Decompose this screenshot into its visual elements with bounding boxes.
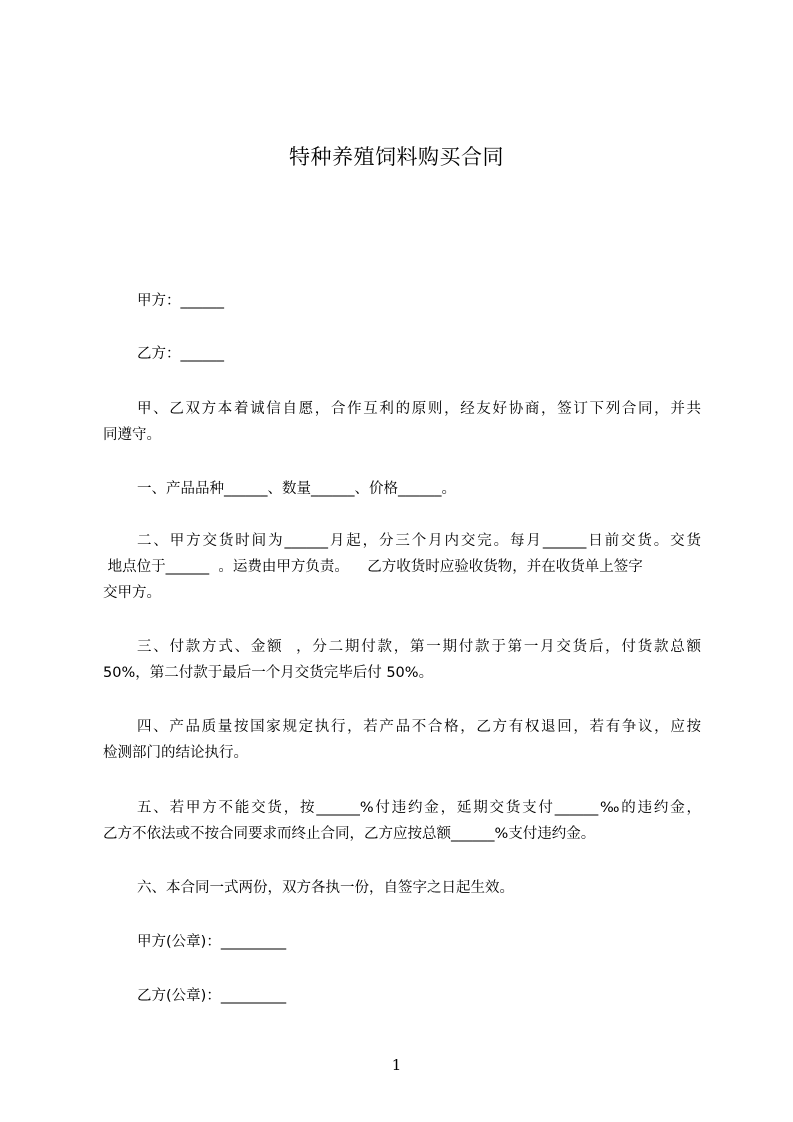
party-b-line: 乙方：______	[137, 346, 224, 362]
clause-4	[103, 714, 701, 766]
clause-5-line: 乙方不依法或不按合同要求而终止合同，乙方应按总额______%支付违约金。	[103, 826, 596, 842]
preamble-line: 甲、乙双方本着诚信自愿，合作互利的原则，经友好协商，签订下列合同，并共	[137, 401, 701, 417]
clause-2-line: 地点位于______ 。运费由甲方负责。 乙方收货时应验收货物，并在收货单上签字	[103, 559, 643, 575]
signature-party-a: 甲方(公章)：_________	[137, 934, 287, 950]
page-number: 1	[391, 1056, 402, 1074]
clause-2-line: 二、甲方交货时间为______月起，分三个月内交完。每月______日前交货。交货	[137, 533, 701, 549]
party-a-line: 甲方：______	[137, 293, 224, 309]
clause-3-line: 50%，第二付款于最后一个月交货完毕后付 50%。	[103, 665, 434, 681]
document-title: 特种养殖饲料购买合同	[289, 145, 504, 169]
clause-2	[103, 528, 701, 606]
clause-2-line: 交甲方。	[103, 585, 161, 601]
clause-6: 六、本合同一式两份，双方各执一份，自签字之日起生效。	[137, 880, 514, 896]
clause-4-line: 四、产品质量按国家规定执行，若产品不合格，乙方有权退回，若有争议，应按	[137, 719, 701, 735]
clause-4-line: 检测部门的结论执行。	[103, 745, 248, 761]
clause-3-line: 三、付款方式、金额 ，分二期付款，第一期付款于第一月交货后，付货款总额	[137, 639, 701, 655]
preamble-paragraph	[103, 396, 701, 448]
clause-3	[103, 634, 701, 686]
clause-1: 一、产品品种______、数量______、价格______。	[137, 481, 456, 497]
clause-5	[103, 795, 701, 847]
preamble-line: 同遵守。	[103, 427, 161, 443]
signature-party-b: 乙方(公章)：_________	[137, 988, 287, 1004]
clause-5-line: 五、若甲方不能交货，按______%付违约金，延期交货支付______‰的违约金，	[137, 800, 701, 816]
